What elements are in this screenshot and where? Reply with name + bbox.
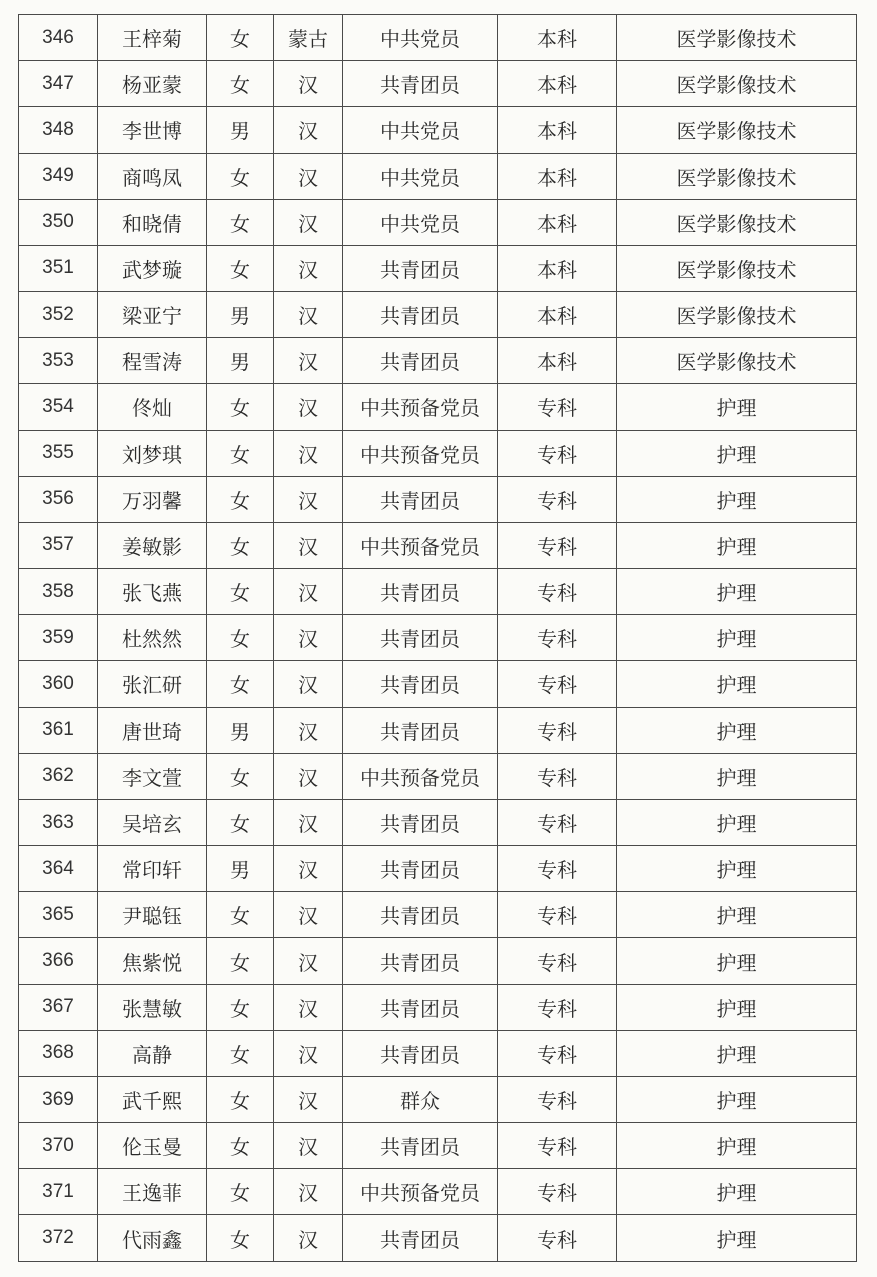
gender-cell: 男 [207,338,274,384]
major-cell: 医学影像技术 [617,61,857,107]
major-cell: 护理 [617,846,857,892]
row-number-cell: 348 [19,107,98,153]
gender-cell: 女 [207,938,274,984]
major-cell: 护理 [617,707,857,753]
political-status-cell: 共青团员 [343,984,498,1030]
table-row [19,984,857,1030]
ethnicity-cell: 汉 [274,753,343,799]
education-level-cell: 本科 [498,153,617,199]
political-status-cell: 中共党员 [343,199,498,245]
name-cell: 唐世琦 [98,707,207,753]
row-number-cell: 365 [19,892,98,938]
gender-cell: 女 [207,1169,274,1215]
table-row [19,1215,857,1262]
table-row [19,753,857,799]
major-cell: 医学影像技术 [617,338,857,384]
name-cell: 吴培玄 [98,799,207,845]
political-status-cell: 中共预备党员 [343,430,498,476]
name-cell: 常印轩 [98,846,207,892]
ethnicity-cell: 汉 [274,292,343,338]
ethnicity-cell: 汉 [274,384,343,430]
gender-cell: 女 [207,1215,274,1262]
table-row [19,476,857,522]
political-status-cell: 群众 [343,1076,498,1122]
name-cell: 梁亚宁 [98,292,207,338]
name-cell: 尹聪钰 [98,892,207,938]
major-cell: 护理 [617,1123,857,1169]
political-status-cell: 共青团员 [343,615,498,661]
gender-cell: 女 [207,799,274,845]
education-level-cell: 专科 [498,661,617,707]
row-number-cell: 370 [19,1123,98,1169]
gender-cell: 男 [207,707,274,753]
ethnicity-cell: 汉 [274,707,343,753]
row-number-cell: 355 [19,430,98,476]
ethnicity-cell: 汉 [274,938,343,984]
ethnicity-cell: 汉 [274,1076,343,1122]
education-level-cell: 本科 [498,292,617,338]
education-level-cell: 专科 [498,753,617,799]
major-cell: 护理 [617,569,857,615]
row-number-cell: 361 [19,707,98,753]
row-number-cell: 364 [19,846,98,892]
major-cell: 护理 [617,892,857,938]
gender-cell: 女 [207,476,274,522]
ethnicity-cell: 汉 [274,476,343,522]
name-cell: 武千熙 [98,1076,207,1122]
political-status-cell: 共青团员 [343,661,498,707]
table-row [19,245,857,291]
table-row [19,1030,857,1076]
major-cell: 护理 [617,661,857,707]
table-row [19,1076,857,1122]
row-number-cell: 360 [19,661,98,707]
ethnicity-cell: 蒙古 [274,15,343,61]
gender-cell: 女 [207,15,274,61]
table-row [19,384,857,430]
row-number-cell: 367 [19,984,98,1030]
ethnicity-cell: 汉 [274,199,343,245]
education-level-cell: 专科 [498,522,617,568]
political-status-cell: 共青团员 [343,846,498,892]
name-cell: 焦紫悦 [98,938,207,984]
name-cell: 万羽馨 [98,476,207,522]
political-status-cell: 共青团员 [343,707,498,753]
political-status-cell: 共青团员 [343,338,498,384]
gender-cell: 女 [207,892,274,938]
row-number-cell: 350 [19,199,98,245]
row-number-cell: 371 [19,1169,98,1215]
political-status-cell: 中共预备党员 [343,522,498,568]
table-row [19,661,857,707]
ethnicity-cell: 汉 [274,1123,343,1169]
student-roster-table [18,14,857,1262]
education-level-cell: 本科 [498,338,617,384]
name-cell: 刘梦琪 [98,430,207,476]
education-level-cell: 专科 [498,1030,617,1076]
row-number-cell: 356 [19,476,98,522]
row-number-cell: 346 [19,15,98,61]
gender-cell: 女 [207,1076,274,1122]
table-row [19,338,857,384]
row-number-cell: 369 [19,1076,98,1122]
gender-cell: 女 [207,522,274,568]
ethnicity-cell: 汉 [274,430,343,476]
name-cell: 姜敏影 [98,522,207,568]
gender-cell: 女 [207,615,274,661]
gender-cell: 女 [207,384,274,430]
major-cell: 护理 [617,615,857,661]
political-status-cell: 共青团员 [343,569,498,615]
gender-cell: 女 [207,245,274,291]
table-row [19,292,857,338]
roster-body [19,15,857,1262]
gender-cell: 女 [207,984,274,1030]
political-status-cell: 共青团员 [343,61,498,107]
gender-cell: 女 [207,199,274,245]
name-cell: 张飞燕 [98,569,207,615]
row-number-cell: 368 [19,1030,98,1076]
political-status-cell: 中共预备党员 [343,384,498,430]
ethnicity-cell: 汉 [274,1215,343,1262]
row-number-cell: 357 [19,522,98,568]
table-row [19,522,857,568]
political-status-cell: 中共党员 [343,15,498,61]
name-cell: 王梓菊 [98,15,207,61]
name-cell: 程雪涛 [98,338,207,384]
table-row [19,1169,857,1215]
ethnicity-cell: 汉 [274,892,343,938]
ethnicity-cell: 汉 [274,61,343,107]
major-cell: 护理 [617,799,857,845]
political-status-cell: 中共党员 [343,153,498,199]
name-cell: 王逸菲 [98,1169,207,1215]
major-cell: 医学影像技术 [617,15,857,61]
gender-cell: 女 [207,1123,274,1169]
major-cell: 医学影像技术 [617,107,857,153]
ethnicity-cell: 汉 [274,1169,343,1215]
table-row [19,707,857,753]
major-cell: 护理 [617,1030,857,1076]
row-number-cell: 358 [19,569,98,615]
name-cell: 杜然然 [98,615,207,661]
political-status-cell: 共青团员 [343,1030,498,1076]
row-number-cell: 363 [19,799,98,845]
ethnicity-cell: 汉 [274,984,343,1030]
ethnicity-cell: 汉 [274,107,343,153]
education-level-cell: 专科 [498,846,617,892]
name-cell: 代雨鑫 [98,1215,207,1262]
row-number-cell: 359 [19,615,98,661]
ethnicity-cell: 汉 [274,569,343,615]
gender-cell: 女 [207,661,274,707]
political-status-cell: 共青团员 [343,1123,498,1169]
roster-sheet [18,14,856,1262]
education-level-cell: 本科 [498,245,617,291]
ethnicity-cell: 汉 [274,615,343,661]
table-row [19,569,857,615]
table-row [19,199,857,245]
row-number-cell: 351 [19,245,98,291]
major-cell: 护理 [617,753,857,799]
table-row [19,1123,857,1169]
row-number-cell: 372 [19,1215,98,1262]
education-level-cell: 专科 [498,384,617,430]
political-status-cell: 中共预备党员 [343,1169,498,1215]
table-row [19,615,857,661]
ethnicity-cell: 汉 [274,1030,343,1076]
name-cell: 高静 [98,1030,207,1076]
ethnicity-cell: 汉 [274,522,343,568]
major-cell: 护理 [617,1076,857,1122]
table-row [19,938,857,984]
ethnicity-cell: 汉 [274,153,343,199]
gender-cell: 女 [207,61,274,107]
table-row [19,153,857,199]
political-status-cell: 共青团员 [343,245,498,291]
major-cell: 护理 [617,384,857,430]
education-level-cell: 专科 [498,1169,617,1215]
name-cell: 伦玉曼 [98,1123,207,1169]
major-cell: 医学影像技术 [617,199,857,245]
major-cell: 护理 [617,938,857,984]
table-row [19,107,857,153]
education-level-cell: 本科 [498,15,617,61]
political-status-cell: 中共预备党员 [343,753,498,799]
education-level-cell: 专科 [498,984,617,1030]
name-cell: 和晓倩 [98,199,207,245]
education-level-cell: 专科 [498,799,617,845]
name-cell: 杨亚蒙 [98,61,207,107]
name-cell: 佟灿 [98,384,207,430]
gender-cell: 女 [207,153,274,199]
gender-cell: 女 [207,1030,274,1076]
gender-cell: 女 [207,430,274,476]
major-cell: 护理 [617,430,857,476]
name-cell: 张慧敏 [98,984,207,1030]
major-cell: 医学影像技术 [617,153,857,199]
education-level-cell: 本科 [498,61,617,107]
political-status-cell: 共青团员 [343,1215,498,1262]
table-row [19,846,857,892]
ethnicity-cell: 汉 [274,846,343,892]
table-row [19,15,857,61]
row-number-cell: 347 [19,61,98,107]
name-cell: 李世博 [98,107,207,153]
education-level-cell: 专科 [498,1076,617,1122]
major-cell: 护理 [617,522,857,568]
education-level-cell: 本科 [498,199,617,245]
education-level-cell: 专科 [498,1123,617,1169]
political-status-cell: 共青团员 [343,892,498,938]
gender-cell: 女 [207,753,274,799]
education-level-cell: 本科 [498,107,617,153]
political-status-cell: 共青团员 [343,799,498,845]
gender-cell: 男 [207,107,274,153]
ethnicity-cell: 汉 [274,245,343,291]
name-cell: 李文萱 [98,753,207,799]
major-cell: 医学影像技术 [617,292,857,338]
ethnicity-cell: 汉 [274,338,343,384]
table-row [19,61,857,107]
education-level-cell: 专科 [498,569,617,615]
education-level-cell: 专科 [498,430,617,476]
education-level-cell: 专科 [498,1215,617,1262]
political-status-cell: 共青团员 [343,476,498,522]
table-row [19,799,857,845]
row-number-cell: 362 [19,753,98,799]
row-number-cell: 349 [19,153,98,199]
gender-cell: 男 [207,292,274,338]
gender-cell: 女 [207,569,274,615]
education-level-cell: 专科 [498,707,617,753]
ethnicity-cell: 汉 [274,799,343,845]
major-cell: 护理 [617,1169,857,1215]
row-number-cell: 366 [19,938,98,984]
education-level-cell: 专科 [498,892,617,938]
row-number-cell: 354 [19,384,98,430]
major-cell: 护理 [617,984,857,1030]
ethnicity-cell: 汉 [274,661,343,707]
major-cell: 医学影像技术 [617,245,857,291]
political-status-cell: 中共党员 [343,107,498,153]
education-level-cell: 专科 [498,938,617,984]
name-cell: 武梦璇 [98,245,207,291]
political-status-cell: 共青团员 [343,938,498,984]
gender-cell: 男 [207,846,274,892]
major-cell: 护理 [617,476,857,522]
row-number-cell: 352 [19,292,98,338]
major-cell: 护理 [617,1215,857,1262]
table-row [19,430,857,476]
table-row [19,892,857,938]
name-cell: 张汇研 [98,661,207,707]
name-cell: 商鸣凤 [98,153,207,199]
row-number-cell: 353 [19,338,98,384]
education-level-cell: 专科 [498,476,617,522]
political-status-cell: 共青团员 [343,292,498,338]
education-level-cell: 专科 [498,615,617,661]
